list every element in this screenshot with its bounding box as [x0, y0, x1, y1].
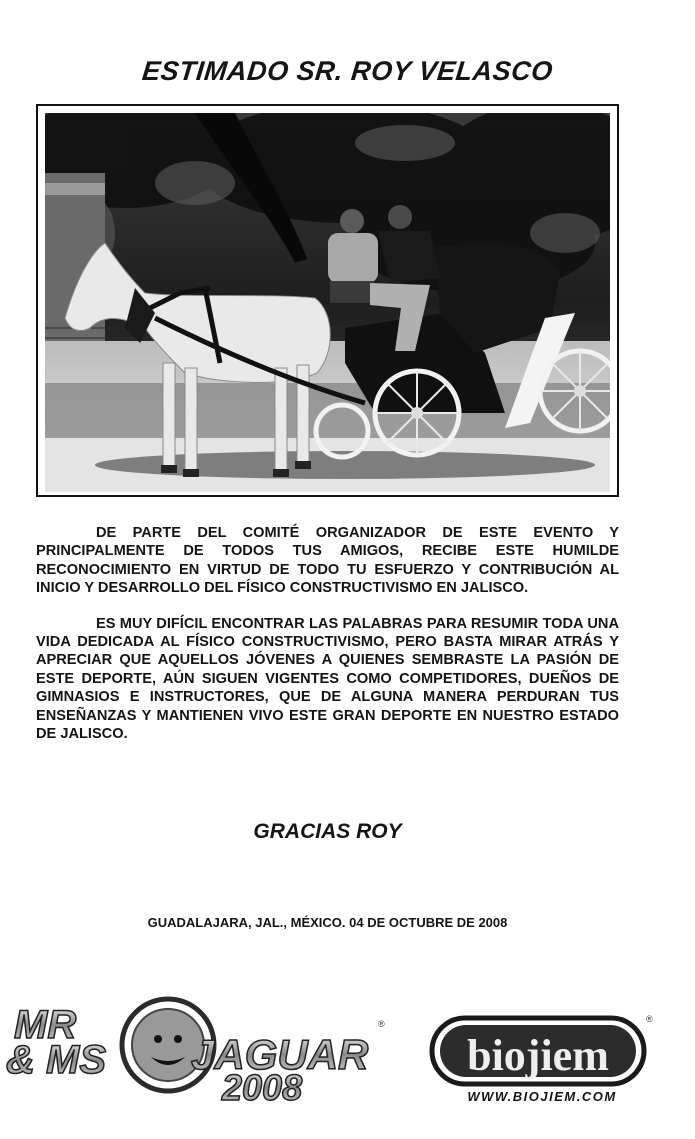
paragraph-1: DE PARTE DEL COMITÉ ORGANIZADOR DE ESTE EVENTO Y PRINCIPALMENTE DE TODOS TUS AMIGOS, RECIBE ESTE HUMILDE RECONOCIMIENTO EN VIRTUD DE TODO TU ESFUERZO Y CONTRIBUCIÓN AL INICIO Y DESARROLLO DEL FÍSICO CONSTRUCTIVISMO EN JALISCO. [36, 525, 619, 597]
website-link[interactable]: WWW.BIOJIEM.COM [467, 1089, 617, 1104]
logo-ms: & MS [6, 1038, 106, 1082]
registered-mark-left: ® [378, 1019, 385, 1029]
logo-year: 2008 [222, 1067, 303, 1103]
page-title: ESTIMADO SR. ROY VELASCO [140, 56, 555, 86]
mr-ms-jaguar-logo [6, 993, 391, 1103]
photo-frame [36, 104, 619, 497]
dateline: GUADALAJARA, JAL., MÉXICO. 04 DE OCTUBRE DE 2008 [147, 915, 508, 930]
paragraph-2: ES MUY DIFÍCIL ENCONTRAR LAS PALABRAS PARA RESUMIR TODA UNA VIDA DEDICADA AL FÍSICO CONSTRUCTIVISMO, PERO BASTA MIRAR ATRÁS Y APRECIAR QUE AQUELLOS JÓVENES A QUIENES SEMBRASTE LA PASIÓN DE ESTE DEPORTE, AÚN SIGUEN VIGENTES COMO COMPETIDORES, DUEÑOS DE GIMNASIOS E INSTRUCTORES, QUE DE ALGUNA MANERA PERDURAN TUS ENSEÑANZAS Y MANTIENEN VIVO ESTE GRAN DEPORTE EN NUESTRO ESTADO DE JALISCO. [36, 615, 619, 743]
message-body [36, 524, 619, 760]
closing-line: GRACIAS ROY [253, 820, 402, 843]
brand-name: biojiem [467, 1031, 609, 1080]
logo-jaguar: JAGUAR [191, 1031, 369, 1078]
registered-mark-right: ® [646, 1014, 653, 1024]
horse-carriage-photo [45, 113, 610, 492]
logo-mr: MR [14, 1003, 77, 1047]
